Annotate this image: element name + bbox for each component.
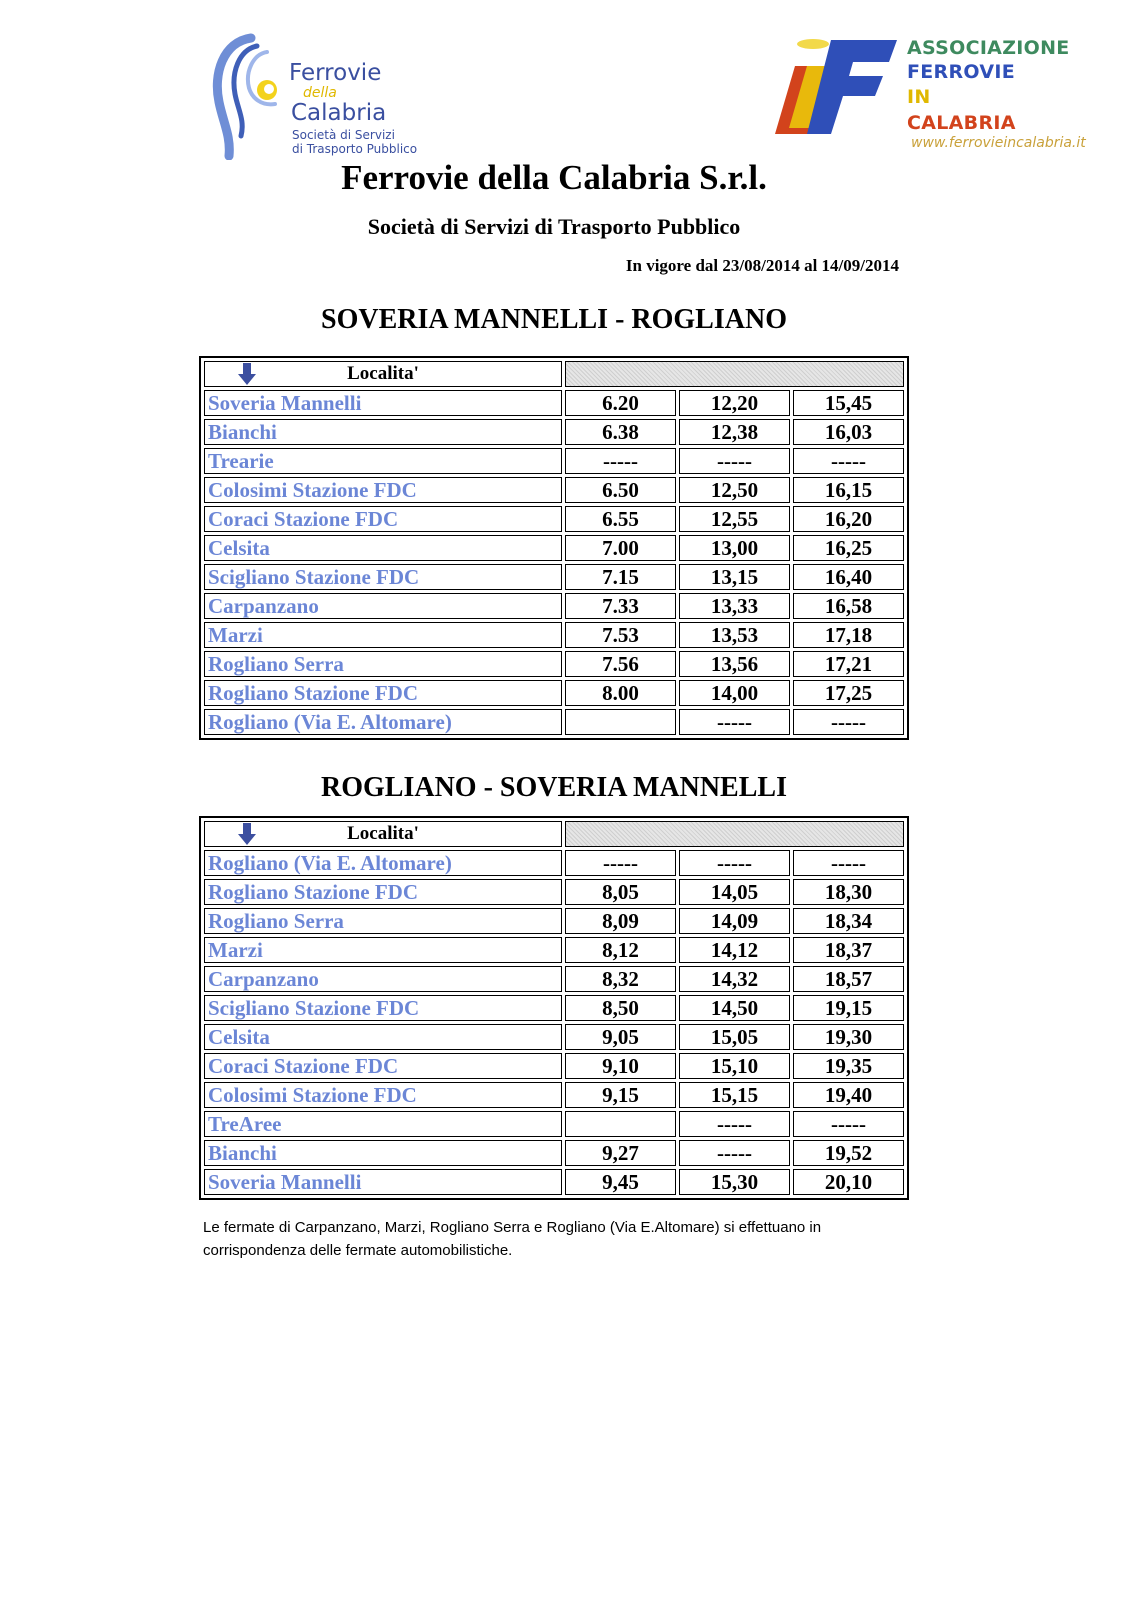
departure-time: 18,30 xyxy=(793,879,904,905)
departure-time: ----- xyxy=(679,850,790,876)
departure-time: 6.38 xyxy=(565,419,676,445)
departure-time: ----- xyxy=(793,1111,904,1137)
departure-time: ----- xyxy=(793,709,904,735)
timetable-return xyxy=(199,816,909,1200)
document-subtitle: Società di Servizi di Trasporto Pubblico xyxy=(367,214,741,239)
timetable-outbound xyxy=(199,356,909,740)
fdc-logo-tagline-1: Società di Servizi xyxy=(292,128,395,142)
departure-time: 19,15 xyxy=(793,995,904,1021)
afc-website: www.ferrovieincalabria.it xyxy=(911,135,1086,151)
departure-time: 16,25 xyxy=(793,535,904,561)
table-row xyxy=(204,1111,904,1137)
stop-name: Marzi xyxy=(204,622,562,648)
stop-name: Carpanzano xyxy=(204,593,562,619)
table-row xyxy=(204,709,904,735)
table-row xyxy=(204,1140,904,1166)
departure-time: 17,21 xyxy=(793,651,904,677)
table-row xyxy=(204,535,904,561)
stop-name: Marzi xyxy=(204,937,562,963)
stop-name: Rogliano Stazione FDC xyxy=(204,680,562,706)
ferrovie-della-calabria-logo xyxy=(205,32,475,162)
localita-header xyxy=(204,821,562,847)
stop-name: Scigliano Stazione FDC xyxy=(204,564,562,590)
stop-name: Carpanzano xyxy=(204,966,562,992)
departure-time: 7.56 xyxy=(565,651,676,677)
validity-period: In vigore dal 23/08/2014 al 14/09/2014 xyxy=(625,256,899,275)
departure-time: 15,15 xyxy=(679,1082,790,1108)
table-row xyxy=(204,593,904,619)
departure-time: 6.55 xyxy=(565,506,676,532)
table-row xyxy=(204,390,904,416)
localita-header xyxy=(204,361,562,387)
down-arrow-icon xyxy=(237,822,257,846)
table-header-row xyxy=(204,361,904,387)
departure-time: 7.15 xyxy=(565,564,676,590)
afc-emblem-icon xyxy=(735,36,905,136)
table-row xyxy=(204,622,904,648)
table-header-row xyxy=(204,821,904,847)
departure-time: 16,20 xyxy=(793,506,904,532)
departure-time: 15,10 xyxy=(679,1053,790,1079)
table-row xyxy=(204,448,904,474)
departure-time: 19,52 xyxy=(793,1140,904,1166)
stop-name: Colosimi Stazione FDC xyxy=(204,477,562,503)
departure-time: 8,32 xyxy=(565,966,676,992)
departure-time: 15,45 xyxy=(793,390,904,416)
table-row xyxy=(204,477,904,503)
departure-time: ----- xyxy=(793,448,904,474)
table-row xyxy=(204,1053,904,1079)
table-row xyxy=(204,966,904,992)
associazione-ferrovie-in-calabria-logo xyxy=(735,36,1095,156)
stop-name: Coraci Stazione FDC xyxy=(204,506,562,532)
footnote: Le fermate di Carpanzano, Marzi, Rogliano Serra e Rogliano (Via E.Altomare) si effettuano in corrispondenza delle fermate automobilistiche. xyxy=(203,1219,822,1259)
departure-time: ----- xyxy=(565,850,676,876)
departure-time: 13,15 xyxy=(679,564,790,590)
table-row xyxy=(204,506,904,532)
table-row xyxy=(204,879,904,905)
departure-time: 9,27 xyxy=(565,1140,676,1166)
table-row xyxy=(204,680,904,706)
localita-label: Localita' xyxy=(347,363,419,384)
departure-time: 9,45 xyxy=(565,1169,676,1195)
departure-time: 12,55 xyxy=(679,506,790,532)
departure-time: 7.53 xyxy=(565,622,676,648)
stop-name: Coraci Stazione FDC xyxy=(204,1053,562,1079)
afc-word-associazione: ASSOCIAZIONE xyxy=(907,37,1070,59)
fdc-emblem-icon xyxy=(205,32,295,160)
departure-time: ----- xyxy=(793,850,904,876)
table-row xyxy=(204,651,904,677)
stop-name: Rogliano Serra xyxy=(204,651,562,677)
departure-time: 13,33 xyxy=(679,593,790,619)
header-shaded-cell xyxy=(565,361,904,387)
stop-name: TreAree xyxy=(204,1111,562,1137)
departure-time: 16,03 xyxy=(793,419,904,445)
departure-time: ----- xyxy=(679,1111,790,1137)
departure-time xyxy=(565,1111,676,1137)
departure-time: 15,30 xyxy=(679,1169,790,1195)
stop-name: Rogliano Serra xyxy=(204,908,562,934)
departure-time: 7.00 xyxy=(565,535,676,561)
stop-name: Bianchi xyxy=(204,1140,562,1166)
departure-time: ----- xyxy=(679,448,790,474)
fdc-logo-word-della: della xyxy=(303,85,337,101)
departure-time: 17,25 xyxy=(793,680,904,706)
down-arrow-icon xyxy=(237,362,257,386)
table-row xyxy=(204,1082,904,1108)
departure-time: 13,56 xyxy=(679,651,790,677)
table-row xyxy=(204,908,904,934)
departure-time: 13,00 xyxy=(679,535,790,561)
afc-word-calabria: CALABRIA xyxy=(907,112,1016,134)
departure-time xyxy=(565,709,676,735)
departure-time: 16,15 xyxy=(793,477,904,503)
section-title-return: ROGLIANO - SOVERIA MANNELLI xyxy=(321,772,787,803)
departure-time: 14,50 xyxy=(679,995,790,1021)
departure-time: 8,09 xyxy=(565,908,676,934)
departure-time: 15,05 xyxy=(679,1024,790,1050)
stop-name: Bianchi xyxy=(204,419,562,445)
departure-time: 19,40 xyxy=(793,1082,904,1108)
stop-name: Scigliano Stazione FDC xyxy=(204,995,562,1021)
departure-time: 14,12 xyxy=(679,937,790,963)
table-row xyxy=(204,1024,904,1050)
departure-time: 14,32 xyxy=(679,966,790,992)
departure-time: 16,40 xyxy=(793,564,904,590)
stop-name: Rogliano Stazione FDC xyxy=(204,879,562,905)
departure-time: 9,15 xyxy=(565,1082,676,1108)
afc-word-ferrovie: FERROVIE xyxy=(907,61,1016,83)
departure-time: 16,58 xyxy=(793,593,904,619)
departure-time: 20,10 xyxy=(793,1169,904,1195)
departure-time: 6.20 xyxy=(565,390,676,416)
departure-time: 18,57 xyxy=(793,966,904,992)
departure-time: ----- xyxy=(679,709,790,735)
stop-name: Rogliano (Via E. Altomare) xyxy=(204,850,562,876)
departure-time: 12,50 xyxy=(679,477,790,503)
departure-time: 8,12 xyxy=(565,937,676,963)
departure-time: 14,00 xyxy=(679,680,790,706)
table-row xyxy=(204,995,904,1021)
header-shaded-cell xyxy=(565,821,904,847)
departure-time: ----- xyxy=(679,1140,790,1166)
departure-time: 19,35 xyxy=(793,1053,904,1079)
stop-name: Colosimi Stazione FDC xyxy=(204,1082,562,1108)
stop-name: Soveria Mannelli xyxy=(204,390,562,416)
stop-name: Trearie xyxy=(204,448,562,474)
localita-label: Localita' xyxy=(347,823,419,844)
departure-time: 14,09 xyxy=(679,908,790,934)
table-row xyxy=(204,419,904,445)
fdc-logo-tagline-2: di Trasporto Pubblico xyxy=(292,142,418,156)
departure-time: 18,37 xyxy=(793,937,904,963)
section-title-outbound: SOVERIA MANNELLI - ROGLIANO xyxy=(321,304,787,335)
afc-word-in: IN xyxy=(907,86,931,108)
fdc-logo-word-calabria: Calabria xyxy=(291,100,387,126)
departure-time: 12,38 xyxy=(679,419,790,445)
fdc-logo-word-ferrovie: Ferrovie xyxy=(289,60,382,86)
table-row xyxy=(204,1169,904,1195)
stop-name: Soveria Mannelli xyxy=(204,1169,562,1195)
departure-time: 7.33 xyxy=(565,593,676,619)
stop-name: Rogliano (Via E. Altomare) xyxy=(204,709,562,735)
departure-time: 19,30 xyxy=(793,1024,904,1050)
departure-time: 17,18 xyxy=(793,622,904,648)
departure-time: 8,50 xyxy=(565,995,676,1021)
table-row xyxy=(204,850,904,876)
departure-time: 9,05 xyxy=(565,1024,676,1050)
departure-time: 14,05 xyxy=(679,879,790,905)
departure-time: 6.50 xyxy=(565,477,676,503)
table-row xyxy=(204,564,904,590)
departure-time: ----- xyxy=(565,448,676,474)
departure-time: 12,20 xyxy=(679,390,790,416)
document-title: Ferrovie della Calabria S.r.l. xyxy=(341,158,767,197)
departure-time: 8,05 xyxy=(565,879,676,905)
departure-time: 8.00 xyxy=(565,680,676,706)
departure-time: 9,10 xyxy=(565,1053,676,1079)
stop-name: Celsita xyxy=(204,535,562,561)
table-row xyxy=(204,937,904,963)
departure-time: 18,34 xyxy=(793,908,904,934)
departure-time: 13,53 xyxy=(679,622,790,648)
stop-name: Celsita xyxy=(204,1024,562,1050)
